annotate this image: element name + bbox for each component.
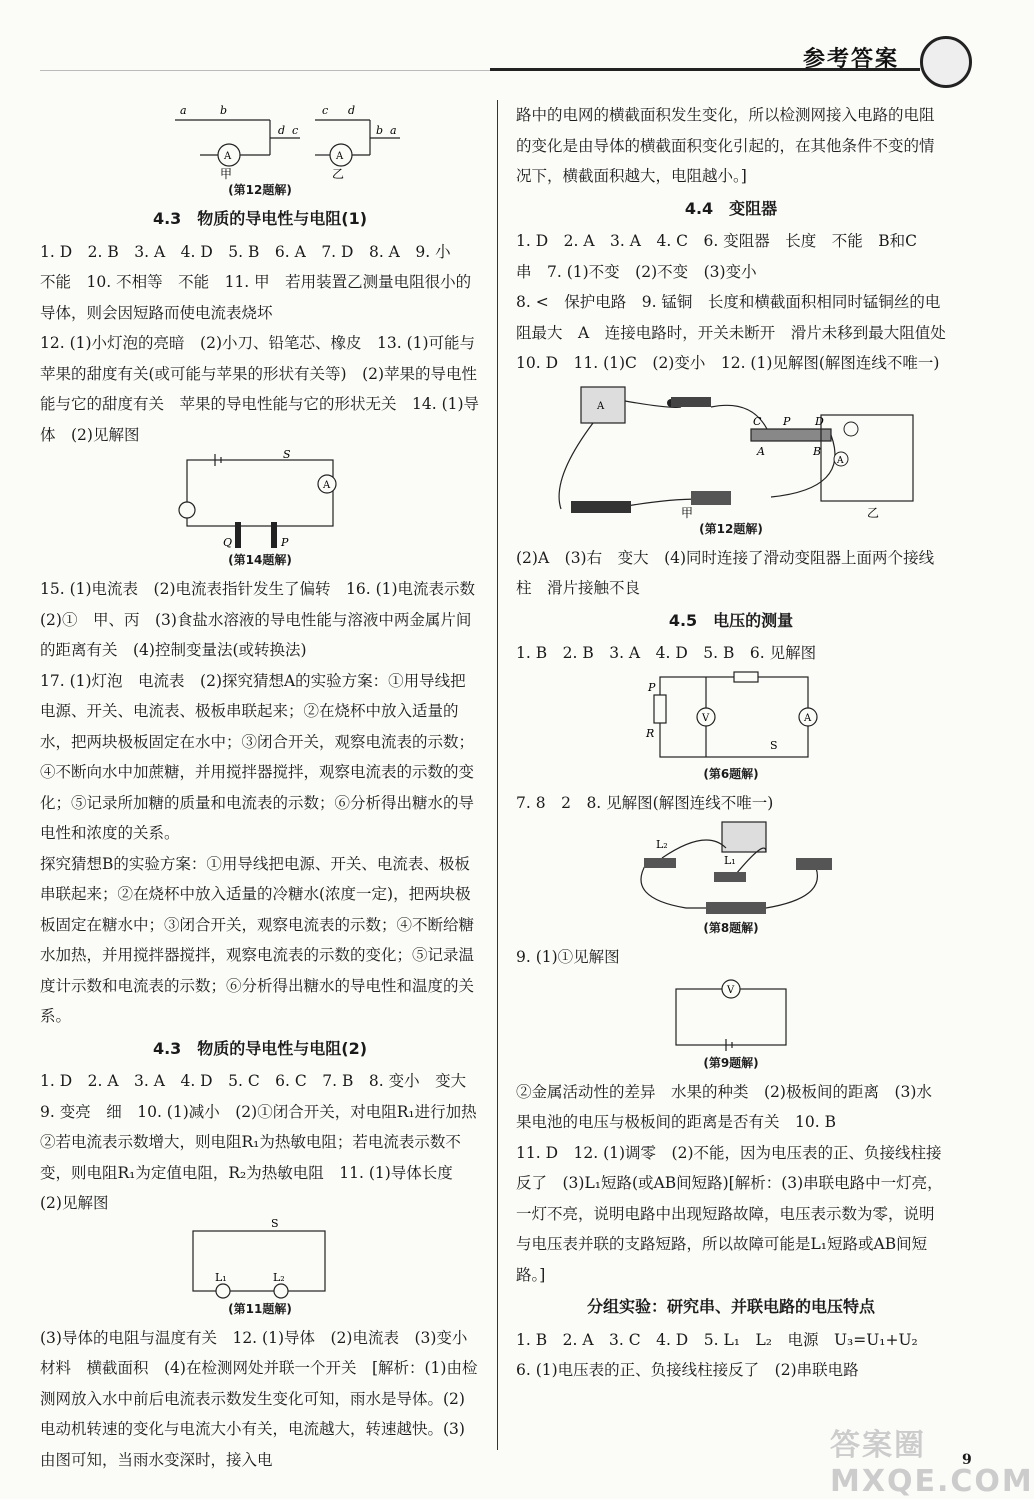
answer-paragraph: 7. 8 2 8. 见解图(解图连线不唯一) xyxy=(516,793,774,812)
svg-text:V: V xyxy=(727,984,735,996)
section-title: 4.3 物质的导电性与电阻(1) xyxy=(152,209,368,228)
svg-text:A: A xyxy=(804,712,812,724)
watermark: 答案圈 MXQE.COM xyxy=(830,1428,1034,1499)
svg-text:P: P xyxy=(783,414,791,428)
figure-6-caption: (第6题解) xyxy=(703,766,759,781)
svg-text:A: A xyxy=(323,480,331,491)
answer-paragraph: 15. (1)电流表 (2)电流表指针发生了偏转 16. (1)电流表示数 (2)① 甲、丙 (3)食盐水溶液的导电性能与溶液中两金属片间的距离有关 (4)控制变量法(或转换法) xyxy=(40,580,491,659)
answer-paragraph: (3)导体的电阻与温度有关 12. (1)导体 (2)电流表 (3)变小 材料 横截面积 (4)在检测网处并联一个开关 [解析：(1)由检测网放入水中前后电流表示数发生变化可知，雨水是导体。(2)电动机转速的变化与电流大小有关，电流越大，转速越快。(3)由图可知，当雨水变深时，接入电 xyxy=(40,1328,483,1469)
header-logo-icon xyxy=(920,36,972,88)
answer-paragraph: 1. D 2. A 3. A 4. D 5. C 6. C 7. B 8. 变小 变大 9. 变亮 细 10. (1)减小 (2)①闭合开关，对电阻R₁进行加热 ②若电流表示数增大，则电阻R₁为热敏电阻；若电流表示数不变，则电阻R₁为定值电阻，R₂为热敏电阻 11. (1)导体长度 (2)见解图 xyxy=(40,1072,493,1212)
svg-text:c: c xyxy=(322,104,329,117)
svg-text:A: A xyxy=(837,455,844,466)
answer-paragraph: 9. (1)①见解图 xyxy=(516,948,620,966)
svg-text:乙: 乙 xyxy=(867,505,880,520)
answer-paragraph: 1. B 2. A 3. C 4. D 5. L₁ L₂ 电源 U₃=U₁+U₂ 6. (1)电压表的正、负接线柱接反了 (2)串联电路 xyxy=(516,1330,934,1379)
svg-text:乙: 乙 xyxy=(332,167,345,181)
right-column xyxy=(516,100,962,1386)
svg-text:a: a xyxy=(180,104,187,117)
svg-text:V: V xyxy=(702,712,710,724)
svg-text:甲: 甲 xyxy=(220,167,233,181)
section-title: 4.3 物质的导电性与电阻(2) xyxy=(152,1038,368,1058)
switch-knife xyxy=(691,491,731,505)
figure-8-caption: (第8题解) xyxy=(703,921,759,935)
svg-text:甲: 甲 xyxy=(681,505,694,520)
svg-text:A: A xyxy=(224,151,232,162)
answer-paragraph: (2)A (3)右 变大 (4)同时连接了滑动变阻器上面两个接线柱 滑片接触不良 xyxy=(516,548,935,597)
answer-paragraph: ②金属活动性的差异 水果的种类 (2)极板间的距离 (3)水果电池的电压与极板间的距离是否有关 10. B xyxy=(516,1082,932,1131)
figure-11-caption: (第11题解) xyxy=(228,1301,292,1316)
svg-text:A: A xyxy=(336,151,344,162)
section-title: 4.5 电压的测量 xyxy=(668,610,794,630)
battery-pack xyxy=(706,902,766,914)
figure-14-caption: (第14题解) xyxy=(228,553,292,567)
svg-text:a: a xyxy=(390,124,397,137)
figure-12b-caption: (第12题解) xyxy=(699,521,763,536)
figure-14-circuit xyxy=(175,450,345,550)
svg-text:L₁: L₁ xyxy=(724,854,736,867)
figure-9-circuit xyxy=(666,973,796,1053)
figure-11-circuit xyxy=(185,1216,335,1299)
svg-text:A: A xyxy=(757,444,765,458)
answer-paragraph: 探究猜想B的实验方案：①用导线把电源、开关、电流表、极板串联起来；②在烧杯中放入适量的冷糖水(浓度一定)，把两块极板固定在糖水中；③闭合开关，观察电流表的示数；④不断给糖水加热，并用搅拌器搅拌，观察电流表的示数的变化；⑤记录温度计示数和电流表的示数；⑥分析得出糖水的导电性和温度的关系。 xyxy=(40,854,475,1025)
answer-paragraph: 17. (1)灯泡 电流表 (2)探究猜想A的实验方案：①用导线把电源、开关、电流表、极板串联起来；②在烧杯中放入适量的水，把两块极板固定在水中；③闭合开关，观察电流表的示数；④不断向水中加蔗糖，并用搅拌器搅拌，观察电流表的示数的变化；⑤记录所加糖的质量和电流表的示数；⑥分析得出糖水的导电性和浓度的关系。 xyxy=(40,671,475,842)
figure-8-circuit xyxy=(626,818,836,918)
answer-paragraph: 1. D 2. A 3. A 4. C 6. 变阻器 长度 不能 B和C 串 7. (1)不变 (2)不变 (3)变小 xyxy=(516,232,933,281)
svg-text:D: D xyxy=(815,414,824,428)
lamp-board xyxy=(671,397,711,407)
svg-text:d: d xyxy=(348,104,356,117)
header-rule-left xyxy=(40,70,490,71)
svg-text:S: S xyxy=(271,1216,279,1230)
svg-text:B: B xyxy=(813,444,822,458)
svg-text:d: d xyxy=(278,124,286,137)
svg-text:Q: Q xyxy=(223,536,233,549)
svg-text:L₂: L₂ xyxy=(656,838,668,851)
svg-text:b: b xyxy=(376,124,384,137)
lamp-l2-board xyxy=(644,858,676,868)
left-column xyxy=(40,100,493,1475)
answer-paragraph: 1. B 2. B 3. A 4. D 5. B 6. 见解图 xyxy=(516,644,817,662)
svg-text:L₁: L₁ xyxy=(215,1270,227,1284)
electrode-q xyxy=(235,522,241,548)
lamp-l1-board xyxy=(714,872,746,882)
svg-text:P: P xyxy=(281,536,289,549)
switch-knife xyxy=(796,858,832,870)
answer-paragraph: 路中的电网的横截面积发生变化，所以检测网接入电路的电阻的变化是由导体的横截面积变化引起的，在其他条件不变的情况下，横截面积越大，电阻越小。] xyxy=(516,106,935,185)
svg-text:A: A xyxy=(597,400,605,412)
answer-paragraph: 1. D 2. B 3. A 4. D 5. B 6. A 7. D 8. A 9. 小 不能 10. 不相等 不能 11. 甲 若用装置乙测量电阻很小的导体，则会因短路而使电流表烧坏 xyxy=(40,242,472,322)
column-divider xyxy=(497,100,498,1450)
svg-text:C: C xyxy=(753,414,762,428)
battery-pack xyxy=(571,501,631,513)
figure-12-circuit xyxy=(120,100,400,180)
figure-12-caption: (第12题解) xyxy=(228,183,292,197)
answer-paragraph: 11. D 12. (1)调零 (2)不能，因为电压表的正、负接线柱接反了 (3)L₁短路(或AB间短路)[解析：(3)串联电路中一灯亮，一灯不亮，说明电路中出现短路故障，电压表示数为零，说明与电压表并联的支路短路，所以故障可能是L₁短路或AB间短路。] xyxy=(516,1143,943,1284)
svg-text:c: c xyxy=(292,124,299,137)
svg-text:S: S xyxy=(283,448,291,461)
figure-6-circuit xyxy=(646,669,816,764)
svg-text:P: P xyxy=(648,680,656,694)
svg-text:L₂: L₂ xyxy=(273,1270,285,1284)
answer-paragraph: 12. (1)小灯泡的亮暗 (2)小刀、铅笔芯、橡皮 13. (1)可能与苹果的甜度有关(或可能与苹果的形状有关等) (2)苹果的导电性能与它的甜度有关 苹果的导电性能与它的形状无关 14. (1)导体 (2)见解图 xyxy=(40,334,480,444)
figure-12b-circuit xyxy=(531,379,931,519)
section-title: 分组实验：研究串、并联电路的电压特点 xyxy=(586,1297,875,1316)
electrode-p xyxy=(271,522,277,548)
header-badge: 参考答案 xyxy=(803,47,900,72)
svg-text:b: b xyxy=(220,104,228,117)
figure-9-caption: (第9题解) xyxy=(703,1055,759,1070)
svg-text:R: R xyxy=(646,726,655,740)
page-number: 9 xyxy=(962,1452,972,1468)
svg-text:S: S xyxy=(770,738,778,752)
answer-paragraph: 8. < 保护电路 9. 锰铜 长度和横截面积相同时锰铜丝的电阻最大 A 连接电路时，开关未断开 滑片未移到最大阻值处 10. D 11. (1)C (2)变小 12. (1)见解图(解图连线不唯一) xyxy=(516,293,962,372)
section-title: 4.4 变阻器 xyxy=(684,198,778,218)
